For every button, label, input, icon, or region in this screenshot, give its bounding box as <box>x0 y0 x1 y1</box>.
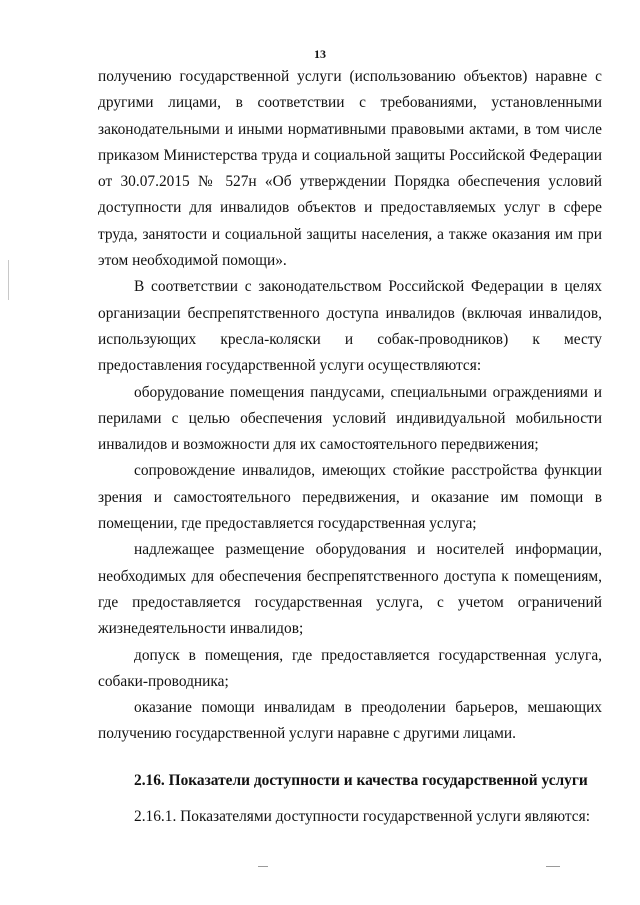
list-item-information-carriers: надлежащее размещение оборудования и носителей информации, необходимых для обеспечения беспрепятственного доступа к помещениям, где предоставляется государственная услуга, с учетом ограничений жизнедеятельности инвалидов; <box>98 541 602 638</box>
list-item-barrier-assistance: оказание помощи инвалидам в преодолении барьеров, мешающих получению государственной услуги наравне с другими лицами. <box>98 699 602 743</box>
paragraph-accessibility-intro: В соответствии с законодательством Российской Федерации в целях организации беспрепятственного доступа инвалидов (включая инвалидов, использующих кресла-коляски и собак-проводников) к месту предоставления государственной услуги осуществляются: <box>98 278 602 375</box>
subsection-paragraph: 2.16.1. Показателями доступности государственной услуги являются: <box>134 808 590 826</box>
section-heading: 2.16. Показатели доступности и качества государственной услуги <box>134 771 588 789</box>
document-body <box>98 64 602 830</box>
page-number: 13 <box>314 47 326 61</box>
scan-artifact-mark <box>546 866 560 867</box>
list-item-guide-dog: допуск в помещения, где предоставляется государственная услуга, собаки-проводника; <box>98 646 602 690</box>
scan-artifact-mark <box>258 866 268 867</box>
list-item-ramps: оборудование помещения пандусами, специальными ограждениями и перилами с целью обеспечения условий индивидуальной мобильности инвалидов и возможности для их самостоятельного передвижения; <box>98 383 602 454</box>
paragraph-continuation: получению государственной услуги (использованию объектов) наравне с другими лицами, в соответствии с требованиями, установленными законодательными и иными нормативными правовыми актами, в том числе приказом Министерства труда и социальной защиты Российской Федерации от 30.07.2015 № 527н «Об утверждении Порядка обеспечения условий доступности для инвалидов объектов и предоставляемых услуг в сфере труда, занятости и социальной защиты населения, а также оказания им при этом необходимой помощи». <box>98 68 602 270</box>
list-item-escort: сопровождение инвалидов, имеющих стойкие расстройства функции зрения и самостоятельного передвижения, и оказание им помощи в помещении, где предоставляется государственная услуга; <box>98 462 602 533</box>
scan-edge-mark <box>8 260 9 300</box>
